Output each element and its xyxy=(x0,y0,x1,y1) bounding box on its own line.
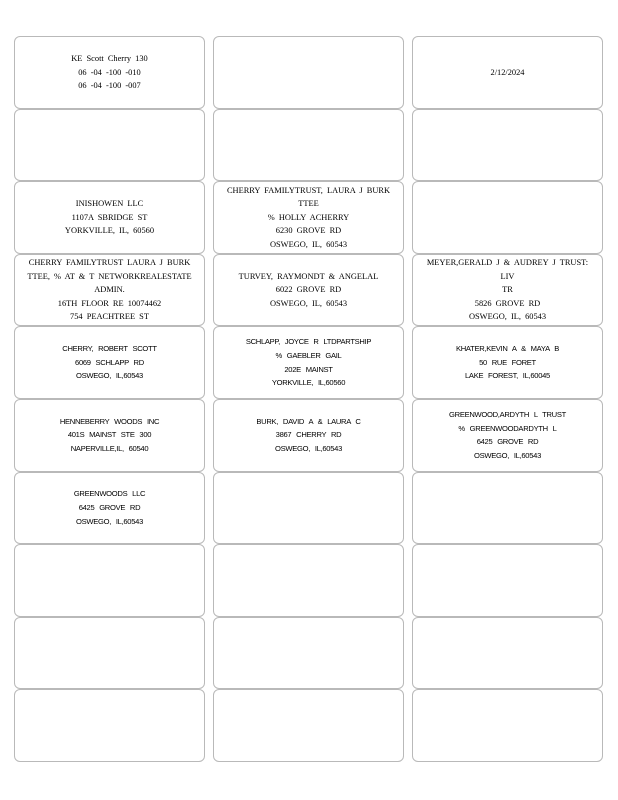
label-line: OSWEGO, IL,60543 xyxy=(75,371,143,381)
label-text xyxy=(449,408,566,462)
label-line: YORKVILLE, IL,60560 xyxy=(271,378,346,388)
label-line: OSWEGO, IL,60543 xyxy=(474,450,541,460)
label-line: CHERRY FAMILYTRUST, LAURA J BURK xyxy=(226,185,391,195)
address-label xyxy=(412,399,603,472)
label-text xyxy=(65,197,154,238)
label-line: 754 PEACHTREE ST xyxy=(70,312,149,322)
label-line: 6425 GROVE RD xyxy=(476,437,539,447)
label-line: 2/12/2024 xyxy=(490,67,525,77)
label-text xyxy=(256,415,360,456)
address-label xyxy=(213,326,404,399)
label-line: YORKVILLE, IL, 60560 xyxy=(64,226,155,236)
empty-label xyxy=(213,109,404,182)
address-label xyxy=(412,326,603,399)
label-text xyxy=(239,270,379,311)
empty-label xyxy=(412,689,603,762)
label-text xyxy=(423,256,592,324)
label-line: OSWEGO, IL,60543 xyxy=(76,516,143,526)
empty-label xyxy=(213,472,404,545)
label-line: TTEE, % AT & T NETWORKREALESTATE xyxy=(27,271,192,281)
empty-label xyxy=(14,109,205,182)
label-line: KHATER,KEVIN A & MAYA B xyxy=(455,344,559,354)
label-line: TTEE xyxy=(298,199,319,209)
address-label xyxy=(412,36,603,109)
empty-label xyxy=(412,181,603,254)
label-text xyxy=(62,342,156,383)
label-text xyxy=(71,52,147,93)
empty-label xyxy=(213,689,404,762)
label-line: OSWEGO, IL, 60543 xyxy=(269,298,348,308)
label-line: CHERRY, ROBERT SCOTT xyxy=(62,344,157,354)
label-line: 6230 GROVE RD xyxy=(275,226,342,236)
label-line: OSWEGO, IL, 60543 xyxy=(269,239,348,249)
label-text xyxy=(60,415,159,456)
address-label xyxy=(412,254,603,327)
label-line: 3867 CHERRY RD xyxy=(275,430,342,440)
label-line: 6022 GROVE RD xyxy=(275,285,342,295)
label-line: % GREENWOODARDYTH L xyxy=(458,423,557,433)
label-line: GREENWOODS LLC xyxy=(73,489,146,499)
label-line: TURVEY, RAYMONDT & ANGELAL xyxy=(238,271,379,281)
label-line: 06 -04 -100 -010 xyxy=(78,67,141,77)
label-line: CHERRY FAMILYTRUST LAURA J BURK xyxy=(28,258,191,268)
label-line: 50 RUE FORET xyxy=(479,357,536,367)
address-label xyxy=(14,326,205,399)
label-line: KE Scott Cherry 130 xyxy=(71,53,148,63)
empty-label xyxy=(412,109,603,182)
address-label xyxy=(213,399,404,472)
empty-label xyxy=(14,689,205,762)
empty-label xyxy=(412,544,603,617)
address-label xyxy=(213,181,404,254)
label-line: INISHOWEN LLC xyxy=(75,199,144,209)
empty-label xyxy=(412,617,603,690)
label-line: LAKE FOREST, IL,60045 xyxy=(465,371,550,381)
label-line: 202E MAINST xyxy=(284,364,333,374)
address-label xyxy=(14,472,205,545)
label-line: GREENWOOD,ARDYTH L TRUST xyxy=(449,410,566,420)
label-text xyxy=(246,335,371,389)
address-label xyxy=(213,254,404,327)
label-line: 401S MAINST STE 300 xyxy=(67,430,152,440)
label-line: % HOLLY ACHERRY xyxy=(267,212,350,222)
label-line: 6425 GROVE RD xyxy=(78,503,141,513)
address-label xyxy=(14,399,205,472)
label-grid xyxy=(14,36,604,762)
address-label xyxy=(14,254,205,327)
address-label xyxy=(14,181,205,254)
label-line: ADMIN. xyxy=(94,285,125,295)
label-line: BURK, DAVID A & LAURA C xyxy=(256,416,361,426)
label-line: % GAEBLER GAIL xyxy=(275,351,342,361)
label-line: 06 -04 -100 -007 xyxy=(78,81,141,91)
label-line: OSWEGO, IL, 60543 xyxy=(468,312,547,322)
label-line: 5826 GROVE RD xyxy=(474,298,541,308)
label-line: HENNEBERRY WOODS INC xyxy=(59,416,160,426)
empty-label xyxy=(412,472,603,545)
label-text xyxy=(227,184,390,252)
label-text xyxy=(456,342,559,383)
empty-label xyxy=(213,617,404,690)
label-line: NAPERVILLE,IL, 60540 xyxy=(70,444,149,454)
empty-label xyxy=(213,544,404,617)
label-line: 16TH FLOOR RE 10074462 xyxy=(57,298,162,308)
empty-label xyxy=(14,544,205,617)
label-text xyxy=(491,66,525,80)
label-line: OSWEGO, IL,60543 xyxy=(275,444,342,454)
empty-label xyxy=(213,36,404,109)
label-line: SCHLAPP, JOYCE R LTDPARTSHIP xyxy=(245,337,372,347)
label-text xyxy=(74,487,145,528)
label-line: MEYER,GERALD J & AUDREY J TRUST: LIV xyxy=(426,258,589,281)
label-line: TR xyxy=(502,285,513,295)
address-label xyxy=(14,36,205,109)
label-line: 1107A SBRIDGE ST xyxy=(71,212,148,222)
empty-label xyxy=(14,617,205,690)
label-line: 6069 SCHLAPP RD xyxy=(75,357,144,367)
label-text xyxy=(27,256,191,324)
